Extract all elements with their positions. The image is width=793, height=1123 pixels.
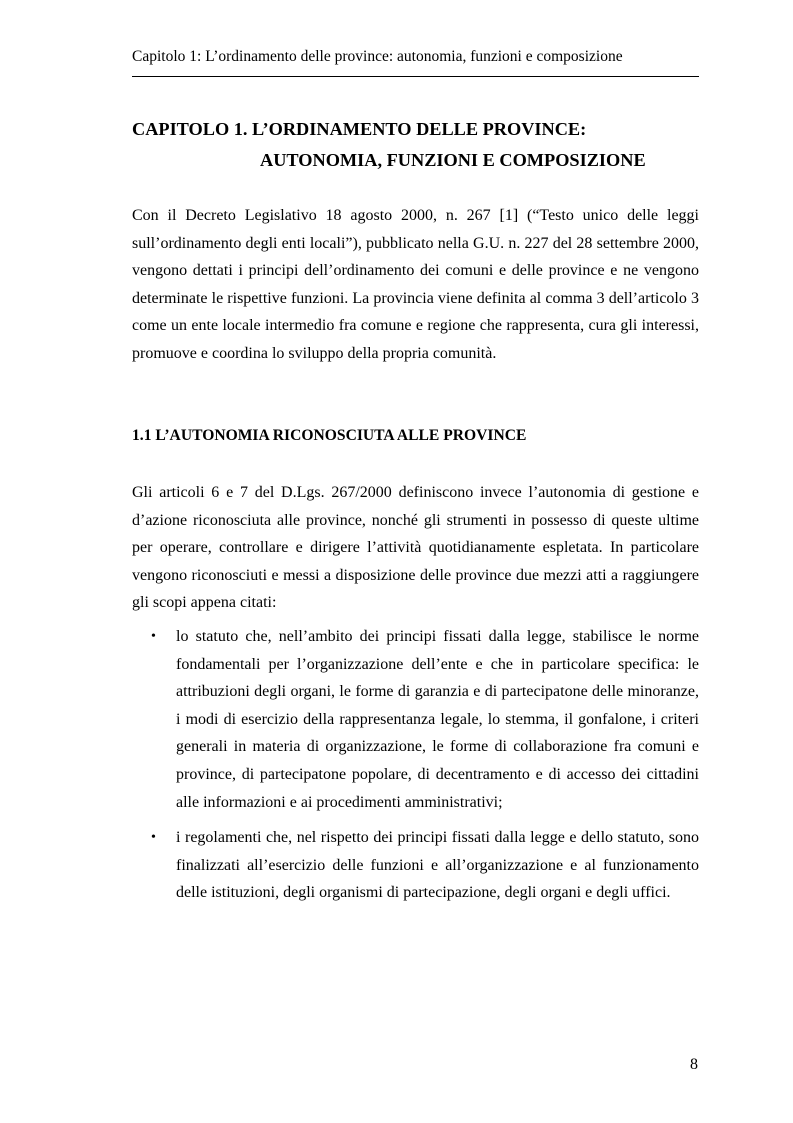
bullet-icon: •	[151, 830, 156, 846]
running-header: Capitolo 1: L’ordinamento delle province: autonomia, funzioni e composizione	[132, 48, 623, 65]
section-title: 1.1 L’AUTONOMIA RICONOSCIUTA ALLE PROVINCE	[132, 427, 527, 444]
list-item	[132, 623, 699, 816]
header-divider	[132, 76, 699, 77]
bullet-icon: •	[151, 629, 156, 644]
section-paragraph: Gli articoli 6 e 7 del D.Lgs. 267/2000 definiscono invece l’autonomia di gestione e d’azione riconosciuta alle province, nonché gli strumenti in possesso di queste ultime per operare, controllare e dirigere l’attività quotidianamente espletata. In particolare vengono riconosciuti e messi a disposizione delle province due mezzi atti a raggiungere gli scopi appena citati:	[132, 484, 699, 612]
list-item-text: lo statuto che, nell’ambito dei principi fissati dalla legge, stabilisce le norme fondamentali per l’organizzazione dell’ente e che in particolare specifica: le attribuzioni degli organi, le forme di garanzia e di partecipatone delle minoranze, i modi di esercizio della rappresentanza legale, lo stemma, il gonfalone, i criteri generali in materia di organizzazione, le forme di collaborazione fra comuni e province, di partecipatone popolare, di decentramento e di accesso dei cittadini alle informazioni e ai procedimenti amministrativi;	[176, 628, 699, 811]
chapter-title-line-2: AUTONOMIA, FUNZIONI E COMPOSIZIONE	[260, 150, 646, 170]
chapter-title	[132, 114, 699, 176]
list-item-text: i regolamenti che, nel rispetto dei principi fissati dalla legge e dello statuto, sono finalizzati all’esercizio delle funzioni e all’organizzazione e al funzionamento delle istituzioni, degli organismi di partecipazione, degli organi e degli uffici.	[176, 829, 699, 902]
intro-paragraph: Con il Decreto Legislativo 18 agosto 2000, n. 267 [1] (“Testo unico delle leggi sull’ordinamento degli enti locali”), pubblicato nella G.U. n. 227 del 28 settembre 2000, vengono dettati i principi dell’ordinamento dei comuni e delle province e ne vengono determinate le rispettive funzioni. La provincia viene definita al comma 3 dell’articolo 3 come un ente locale intermedio fra comune e regione che rappresenta, cura gli interessi, promuove e coordina lo sviluppo della propria comunità.	[132, 207, 699, 362]
list-item	[132, 824, 699, 907]
page-number: 8	[690, 1056, 698, 1073]
chapter-title-line-1: CAPITOLO 1. L’ORDINAMENTO DELLE PROVINCE:	[132, 119, 587, 139]
bullet-list	[132, 623, 699, 907]
